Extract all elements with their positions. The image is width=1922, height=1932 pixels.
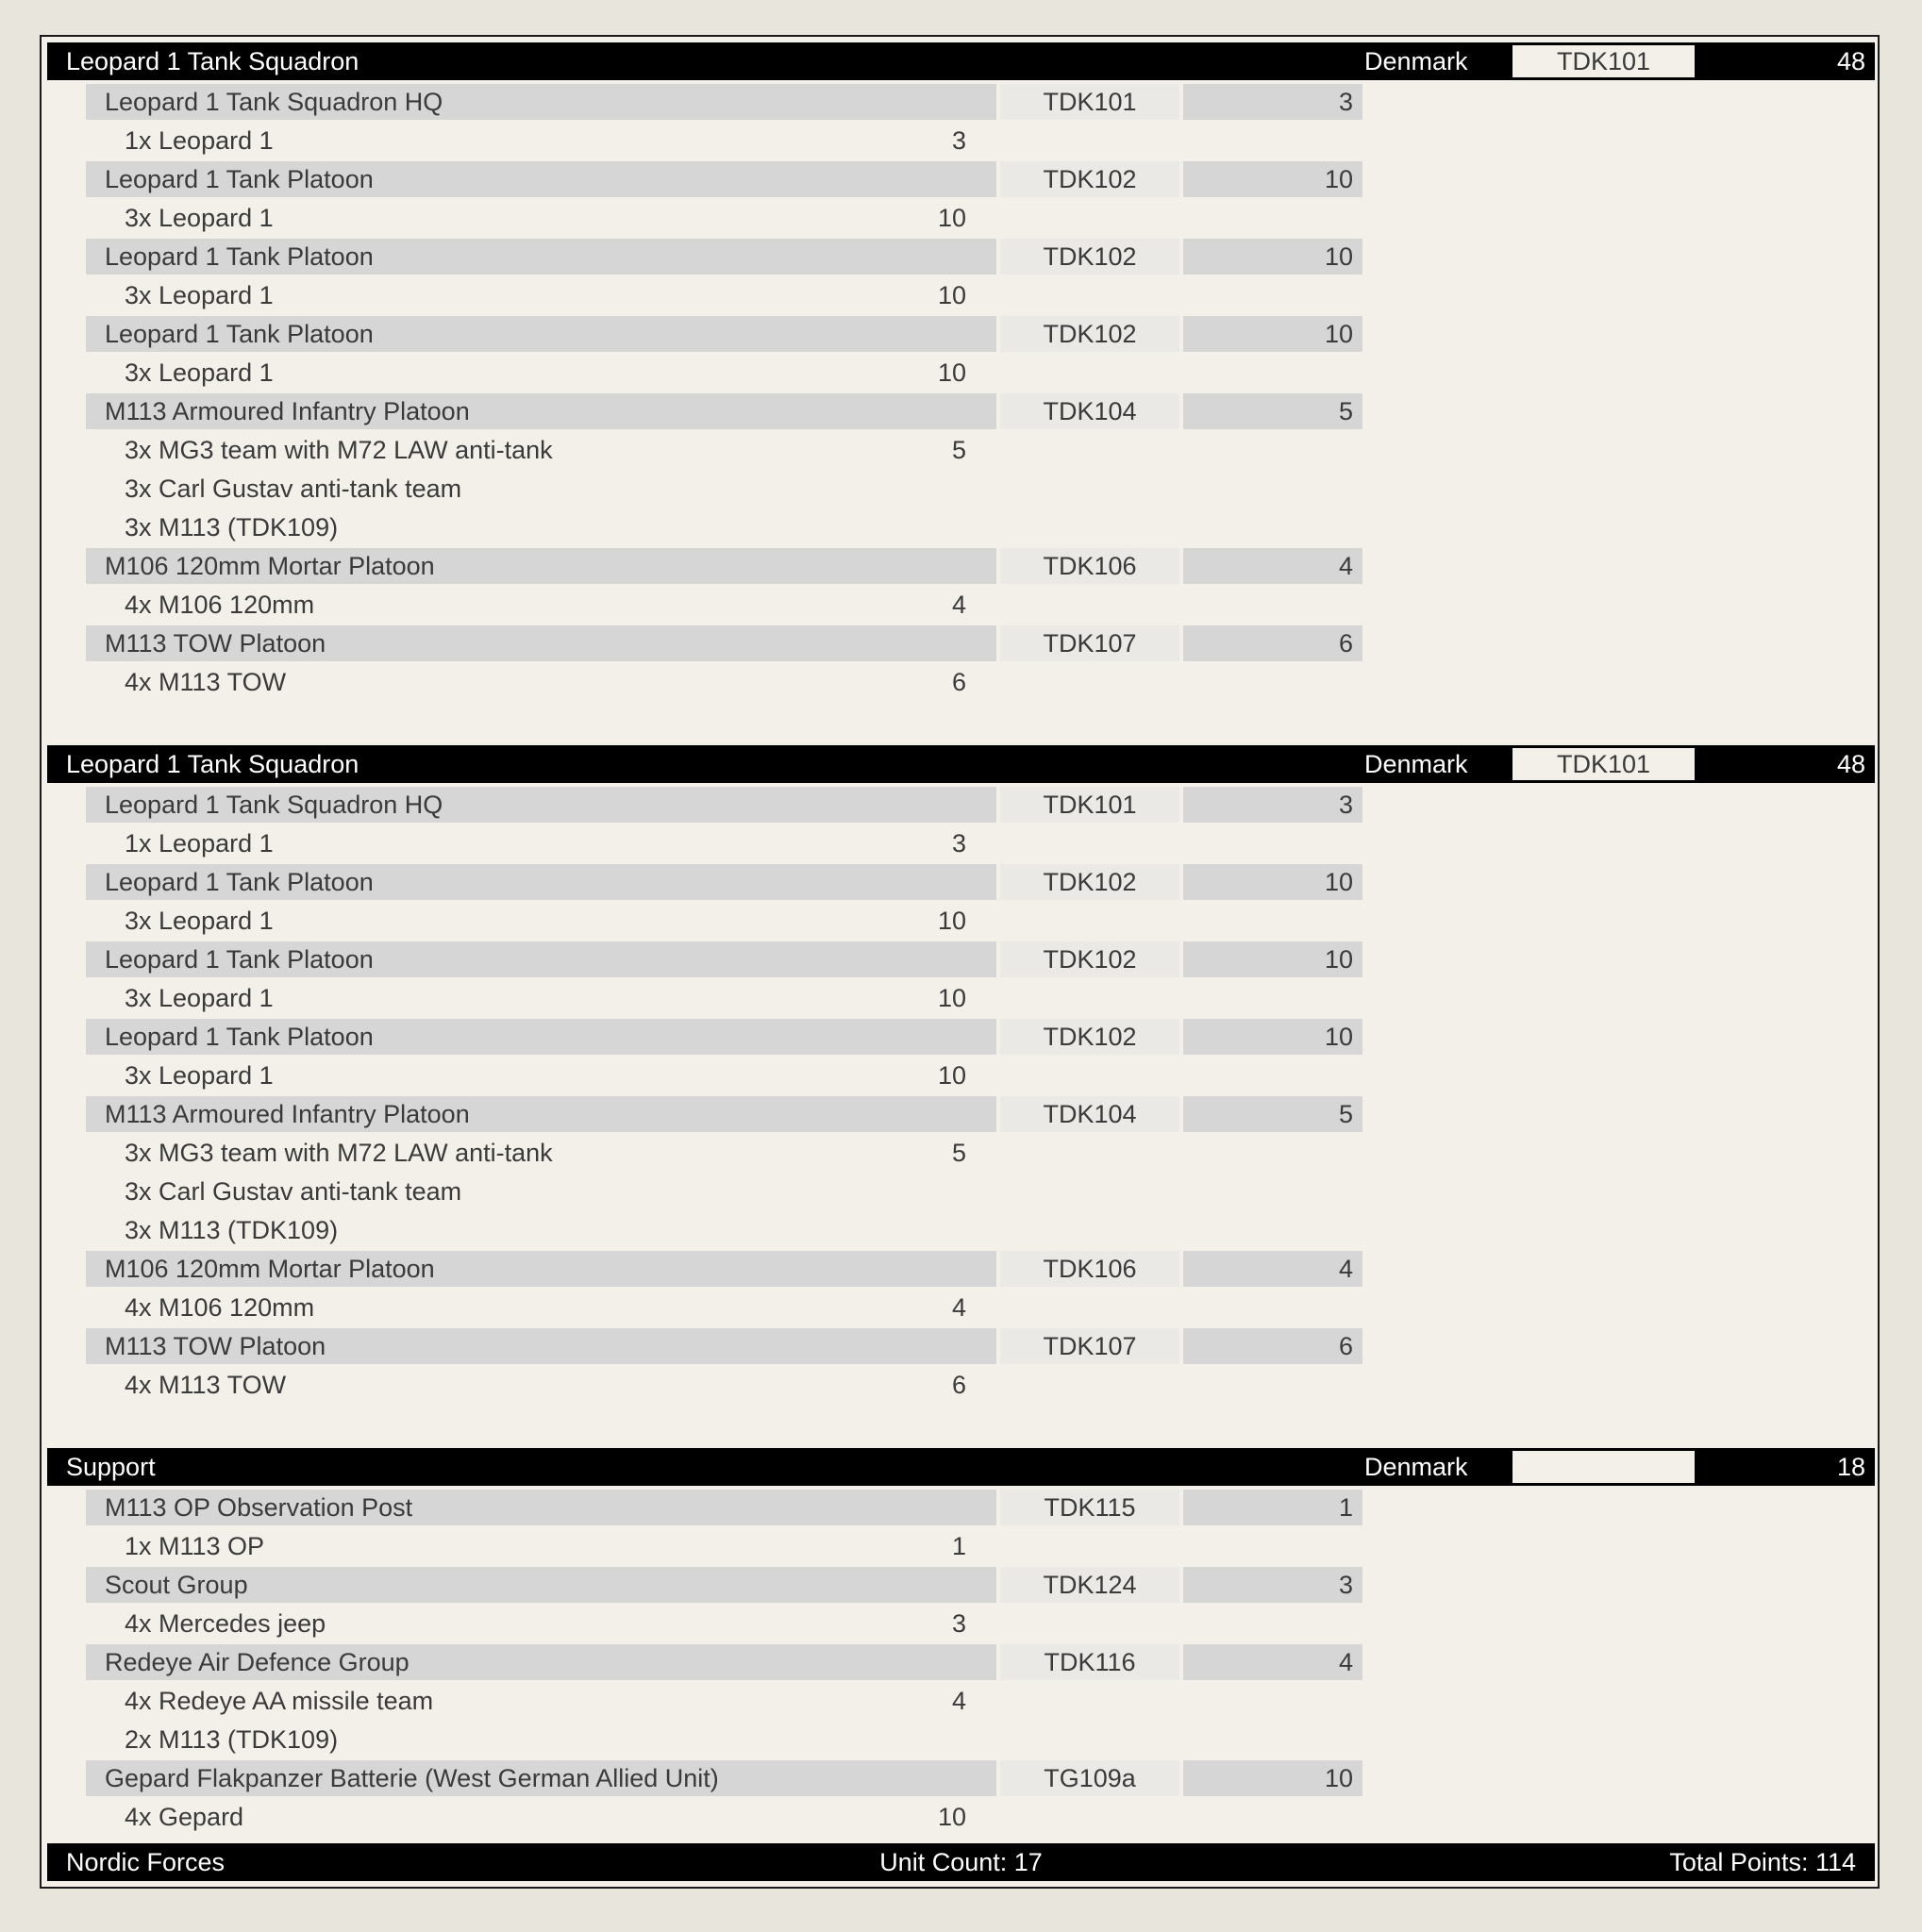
unit-entry (47, 1760, 1875, 1835)
team-points: 10 (937, 281, 966, 309)
unit-entry (47, 1096, 1875, 1248)
formation-header (47, 745, 1875, 783)
formation (47, 42, 1875, 700)
team-points: 4 (951, 1293, 966, 1322)
unit-entry (47, 239, 1875, 313)
team-name: 3x Leopard 1 (125, 1061, 274, 1090)
team-row (86, 509, 996, 545)
unit-points: 1 (1183, 1490, 1362, 1525)
team-row (86, 903, 996, 939)
unit-code: TDK104 (1000, 1096, 1179, 1132)
team-name: 1x M113 OP (125, 1532, 265, 1560)
team-name: 1x Leopard 1 (125, 829, 274, 858)
team-points: 10 (937, 907, 966, 935)
team-row (86, 825, 996, 861)
unit-code: TDK124 (1000, 1567, 1179, 1603)
team-name: 3x M113 (TDK109) (125, 513, 339, 541)
formation-code (1513, 1451, 1695, 1483)
team-points: 4 (951, 1687, 966, 1715)
unit-code: TG109a (1000, 1760, 1179, 1796)
unit-points: 6 (1183, 1328, 1362, 1364)
unit-points: 5 (1183, 1096, 1362, 1132)
unit-name: Leopard 1 Tank Platoon (86, 239, 996, 275)
unit-code: TDK104 (1000, 393, 1179, 429)
unit-entry (47, 316, 1875, 391)
unit-name: M113 Armoured Infantry Platoon (86, 393, 996, 429)
unit-entry (47, 393, 1875, 545)
unit-code: TDK102 (1000, 316, 1179, 352)
unit-row (86, 1328, 1362, 1364)
unit-list (47, 1486, 1875, 1835)
unit-points: 4 (1183, 1251, 1362, 1287)
formation-header (47, 1448, 1875, 1486)
unit-code: TDK106 (1000, 548, 1179, 584)
team-points: 10 (937, 204, 966, 232)
unit-code: TDK102 (1000, 941, 1179, 977)
unit-row (86, 393, 1362, 429)
team-row (86, 1367, 996, 1403)
unit-points: 3 (1183, 787, 1362, 823)
unit-points: 5 (1183, 393, 1362, 429)
unit-entry (47, 548, 1875, 623)
team-points: 5 (951, 436, 966, 464)
team-row (86, 1722, 996, 1757)
team-name: 3x Leopard 1 (125, 907, 274, 935)
team-name: 3x Leopard 1 (125, 358, 274, 387)
team-name: 3x M113 (TDK109) (125, 1216, 339, 1244)
team-row (86, 123, 996, 158)
unit-code: TDK101 (1000, 787, 1179, 823)
unit-points: 10 (1183, 864, 1362, 900)
unit-entry (47, 1644, 1875, 1757)
team-row (86, 200, 996, 236)
formation-name: Leopard 1 Tank Squadron (66, 750, 359, 778)
unit-entry (47, 84, 1875, 158)
team-name: 4x M113 TOW (125, 1371, 287, 1399)
unit-row (86, 1096, 1362, 1132)
team-name: 3x Leopard 1 (125, 984, 274, 1012)
unit-points: 3 (1183, 84, 1362, 120)
team-name: 3x Carl Gustav anti-tank team (125, 475, 462, 503)
unit-code: TDK102 (1000, 239, 1179, 275)
unit-entry (47, 161, 1875, 236)
unit-points: 10 (1183, 1760, 1362, 1796)
team-name: 3x MG3 team with M72 LAW anti-tank (125, 436, 553, 464)
unit-entry (47, 1251, 1875, 1325)
team-points: 4 (951, 591, 966, 619)
formation-nation: Denmark (1364, 47, 1468, 75)
unit-row (86, 787, 1362, 823)
team-name: 3x Carl Gustav anti-tank team (125, 1177, 462, 1206)
formation-nation: Denmark (1364, 750, 1468, 778)
unit-name: M113 TOW Platoon (86, 1328, 996, 1364)
unit-code: TDK107 (1000, 1328, 1179, 1364)
unit-count: Unit Count: 17 (879, 1848, 1043, 1876)
team-points: 5 (951, 1139, 966, 1167)
unit-row (86, 941, 1362, 977)
unit-name: Leopard 1 Tank Platoon (86, 864, 996, 900)
unit-name: Leopard 1 Tank Platoon (86, 941, 996, 977)
team-name: 3x Leopard 1 (125, 204, 274, 232)
team-row (86, 1135, 996, 1171)
unit-code: TDK101 (1000, 84, 1179, 120)
formation-code: TDK101 (1513, 748, 1695, 780)
formation (47, 745, 1875, 1403)
unit-entry (47, 787, 1875, 861)
unit-row (86, 1490, 1362, 1525)
team-points: 3 (951, 829, 966, 858)
unit-name: Scout Group (86, 1567, 996, 1603)
team-row (86, 277, 996, 313)
team-row (86, 1528, 996, 1564)
formation-nation: Denmark (1364, 1453, 1468, 1481)
unit-code: TDK115 (1000, 1490, 1179, 1525)
unit-name: M113 OP Observation Post (86, 1490, 996, 1525)
team-row (86, 1058, 996, 1093)
unit-name: Gepard Flakpanzer Batterie (West German Allied Unit) (86, 1760, 996, 1796)
team-row (86, 664, 996, 700)
unit-row (86, 1760, 1362, 1796)
unit-points: 10 (1183, 1019, 1362, 1055)
team-name: 3x MG3 team with M72 LAW anti-tank (125, 1139, 553, 1167)
unit-row (86, 1644, 1362, 1680)
unit-row (86, 1019, 1362, 1055)
unit-row (86, 864, 1362, 900)
team-name: 4x M106 120mm (125, 1293, 315, 1322)
unit-points: 10 (1183, 316, 1362, 352)
unit-row (86, 239, 1362, 275)
unit-points: 4 (1183, 1644, 1362, 1680)
unit-entry (47, 1490, 1875, 1564)
total-points: Total Points: 114 (1669, 1848, 1856, 1876)
unit-list (47, 783, 1875, 1403)
formation-points: 48 (1836, 750, 1865, 778)
unit-row (86, 316, 1362, 352)
unit-points: 6 (1183, 625, 1362, 661)
team-row (86, 1290, 996, 1325)
unit-list (47, 80, 1875, 700)
team-row (86, 1799, 996, 1835)
team-points: 6 (951, 1371, 966, 1399)
unit-entry (47, 1567, 1875, 1641)
team-row (86, 432, 996, 468)
unit-row (86, 625, 1362, 661)
unit-entry (47, 941, 1875, 1016)
formation-name: Support (66, 1453, 156, 1481)
army-list-footer (47, 1843, 1875, 1881)
unit-code: TDK107 (1000, 625, 1179, 661)
unit-name: M113 TOW Platoon (86, 625, 996, 661)
team-points: 3 (951, 1609, 966, 1638)
unit-entry (47, 1328, 1875, 1403)
unit-points: 10 (1183, 161, 1362, 197)
formation-points: 18 (1836, 1453, 1865, 1481)
unit-name: Leopard 1 Tank Platoon (86, 161, 996, 197)
team-row (86, 1212, 996, 1248)
formation (47, 1448, 1875, 1835)
team-points: 10 (937, 984, 966, 1012)
team-points: 10 (937, 1061, 966, 1090)
army-list-sheet (40, 35, 1880, 1889)
unit-name: Leopard 1 Tank Squadron HQ (86, 84, 996, 120)
unit-entry (47, 1019, 1875, 1093)
team-name: 4x Redeye AA missile team (125, 1687, 434, 1715)
team-row (86, 1174, 996, 1209)
unit-name: Leopard 1 Tank Squadron HQ (86, 787, 996, 823)
force-name: Nordic Forces (66, 1848, 226, 1876)
unit-row (86, 548, 1362, 584)
team-points: 10 (937, 1803, 966, 1831)
team-row (86, 587, 996, 623)
unit-name: M106 120mm Mortar Platoon (86, 548, 996, 584)
unit-name: M106 120mm Mortar Platoon (86, 1251, 996, 1287)
team-name: 4x Gepard (125, 1803, 244, 1831)
unit-points: 10 (1183, 239, 1362, 275)
team-name: 3x Leopard 1 (125, 281, 274, 309)
team-points: 1 (951, 1532, 966, 1560)
formation-code: TDK101 (1513, 45, 1695, 77)
unit-entry (47, 864, 1875, 939)
unit-code: TDK102 (1000, 864, 1179, 900)
team-row (86, 1683, 996, 1719)
unit-code: TDK102 (1000, 161, 1179, 197)
unit-row (86, 84, 1362, 120)
unit-entry (47, 625, 1875, 700)
unit-name: Leopard 1 Tank Platoon (86, 316, 996, 352)
team-name: 2x M113 (TDK109) (125, 1725, 339, 1754)
unit-name: Redeye Air Defence Group (86, 1644, 996, 1680)
unit-row (86, 1567, 1362, 1603)
formations-container (47, 42, 1875, 1880)
unit-code: TDK106 (1000, 1251, 1179, 1287)
formation-points: 48 (1836, 47, 1865, 75)
team-name: 1x Leopard 1 (125, 126, 274, 155)
team-row (86, 1606, 996, 1641)
unit-name: M113 Armoured Infantry Platoon (86, 1096, 996, 1132)
unit-points: 4 (1183, 548, 1362, 584)
team-row (86, 471, 996, 507)
unit-code: TDK102 (1000, 1019, 1179, 1055)
team-row (86, 355, 996, 391)
team-name: 4x M106 120mm (125, 591, 315, 619)
unit-name: Leopard 1 Tank Platoon (86, 1019, 996, 1055)
unit-row (86, 161, 1362, 197)
unit-points: 10 (1183, 941, 1362, 977)
team-name: 4x M113 TOW (125, 668, 287, 696)
unit-row (86, 1251, 1362, 1287)
team-name: 4x Mercedes jeep (125, 1609, 326, 1638)
team-points: 3 (951, 126, 966, 155)
team-row (86, 980, 996, 1016)
unit-code: TDK116 (1000, 1644, 1179, 1680)
team-points: 10 (937, 358, 966, 387)
formation-name: Leopard 1 Tank Squadron (66, 47, 359, 75)
formation-header (47, 42, 1875, 80)
unit-points: 3 (1183, 1567, 1362, 1603)
team-points: 6 (951, 668, 966, 696)
